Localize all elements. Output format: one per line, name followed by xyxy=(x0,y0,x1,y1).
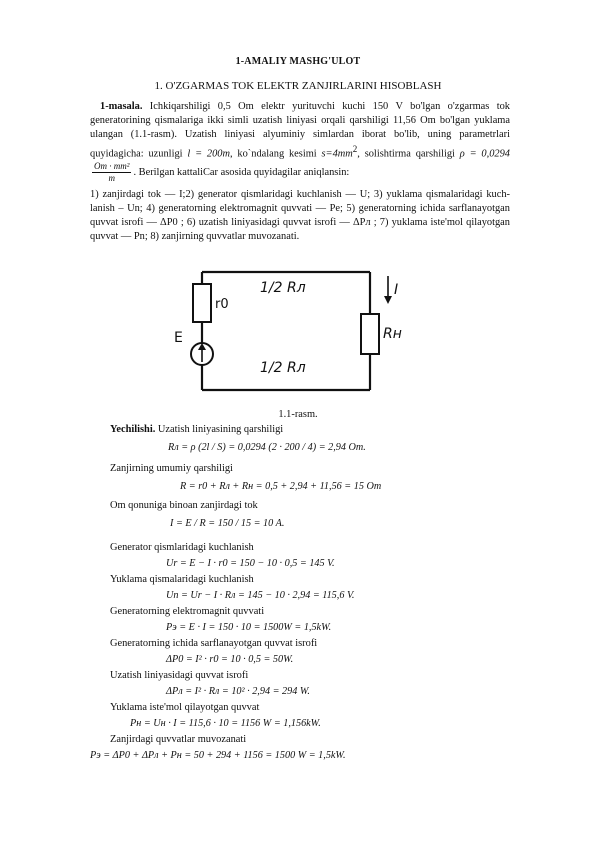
formula-em-power: Pэ = E · I = 150 · 10 = 1500W = 1,5kW. xyxy=(166,622,332,633)
solution-step-3: Om qonuniga binoan zanjirdagi tok xyxy=(110,500,258,511)
solution-step-8: Uzatish liniyasidagi quvvat isrofi xyxy=(110,670,249,681)
solution-step-7: Generatorning ichida sarflanayotgan quvvat isrofi xyxy=(110,638,318,649)
solution-step-5: Yuklama qismalaridagi kuchlanish xyxy=(110,574,254,585)
solution-lead: Yechilishi. xyxy=(110,424,156,435)
circuit-diagram xyxy=(160,262,410,404)
rho-numerator: Om · mm² xyxy=(94,161,130,172)
formula-current: I = E / R = 150 / 15 = 10 A. xyxy=(170,518,285,529)
formula-generator-voltage: Ur = E − I · r0 = 150 − 10 · 0,5 = 145 V. xyxy=(166,558,335,569)
formula-line-loss: ΔPл = I² · Rл = 10² · 2,94 = 294 W. xyxy=(166,686,310,697)
formula-power-balance: Pэ = ΔP0 + ΔPл + Pн = 50 + 294 + 1156 = 1500 W = 1,5kW. xyxy=(90,750,346,761)
formula-line-resistance: Rл = ρ (2l / S) = 0,0294 (2 · 200 / 4) = 2,94 Om. xyxy=(168,442,366,453)
emf-label: E xyxy=(174,330,183,346)
rho-denominator: m xyxy=(108,173,115,184)
section-title: 1. O'ZGARMAS TOK ELEKTR ZANJIRLARINI HISOBLASH xyxy=(154,80,442,92)
problem-text-2: , ko`ndalang kesimi xyxy=(230,148,317,160)
problem-text-1: Ichkiqarshiligi 0,5 Om elektr yurituvchi kuchi 150 V bo'lgan o'zgarmas tok generatorining qismalariga ikki simli uzatish liniyasi orqali qarshiligi 11,56 Om bo'lgan yuklama ulangan (1.1-rasm). Uzatish liniyasi alyuminiy simlardan iborat bo'lib, uning parametrlari quyidagicha: uzunligi xyxy=(90,101,510,160)
solution-step-2: Zanjirning umumiy qarshiligi xyxy=(110,463,233,474)
figure-caption: 1.1-rasm. xyxy=(278,409,318,420)
top-line-label: 1/2 Rл xyxy=(260,280,306,296)
problem-text-3: , solishtirma qarshiligi xyxy=(357,148,455,160)
load-resistor xyxy=(361,314,379,354)
solution-step-10: Zanjirdagi quvvatlar muvozanati xyxy=(110,734,247,745)
r0-resistor xyxy=(193,284,211,322)
page-title: 1-AMALIY MASHG'ULOT xyxy=(235,56,361,67)
section-superscript: 2 xyxy=(352,144,358,154)
solution-step-1: Yechilishi. Uzatish liniyasining qarshiligi xyxy=(110,424,284,435)
formula-internal-loss: ΔP0 = I² · r0 = 10 · 0,5 = 50W. xyxy=(166,654,294,665)
solution-step-4: Generator qismlaridagi kuchlanish xyxy=(110,542,254,553)
formula-total-resistance: R = r0 + Rл + Rн = 0,5 + 2,94 + 11,56 = 15 Om xyxy=(180,481,382,492)
current-arrow-head xyxy=(384,296,392,304)
length-expression: l = 200m xyxy=(187,148,230,160)
bottom-line-label: 1/2 Rл xyxy=(260,360,306,376)
solution-step-9: Yuklama iste'mol qilayotgan quvvat xyxy=(110,702,260,713)
rho-fraction xyxy=(92,161,131,184)
problem-lead: 1-masala. xyxy=(100,101,143,112)
problem-questions: 1) zanjirdagi tok — I;2) generator qismlaridagi kuchlanish — U; 3) yuklama qismalaridagi kuch-lanish – Un; 4) generatorning elektromagnit quvvati — Pe; 5) generatorning ichida sarflanayotgan quvvat isrofi — ΔP0 ; 6) uzatish liniyasidagi quvvat isrofi — ΔPл ; 7) yuklama iste'mol qilayotgan quvvat — Pn; 8) zanjirning quvvatlar muvozanati. xyxy=(90,189,510,242)
formula-load-power: Pн = Uн · I = 115,6 · 10 = 1156 W = 1,156kW. xyxy=(130,718,321,729)
section-expression: s=4mm xyxy=(321,148,353,160)
load-label: Rн xyxy=(383,326,402,342)
problem-text-4: . Berilgan kattaliCar asosida quyidagilar aniqlansin: xyxy=(133,167,350,179)
rho-expression: ρ = 0,0294 xyxy=(459,148,510,160)
problem-statement xyxy=(90,100,510,184)
current-label: I xyxy=(394,282,399,298)
solution-step-6: Generatorning elektromagnit quvvati xyxy=(110,606,265,617)
formula-load-voltage: Un = Ur − I · Rл = 145 − 10 · 2,94 = 115,6 V. xyxy=(166,590,355,601)
r0-label: r0 xyxy=(215,297,229,312)
